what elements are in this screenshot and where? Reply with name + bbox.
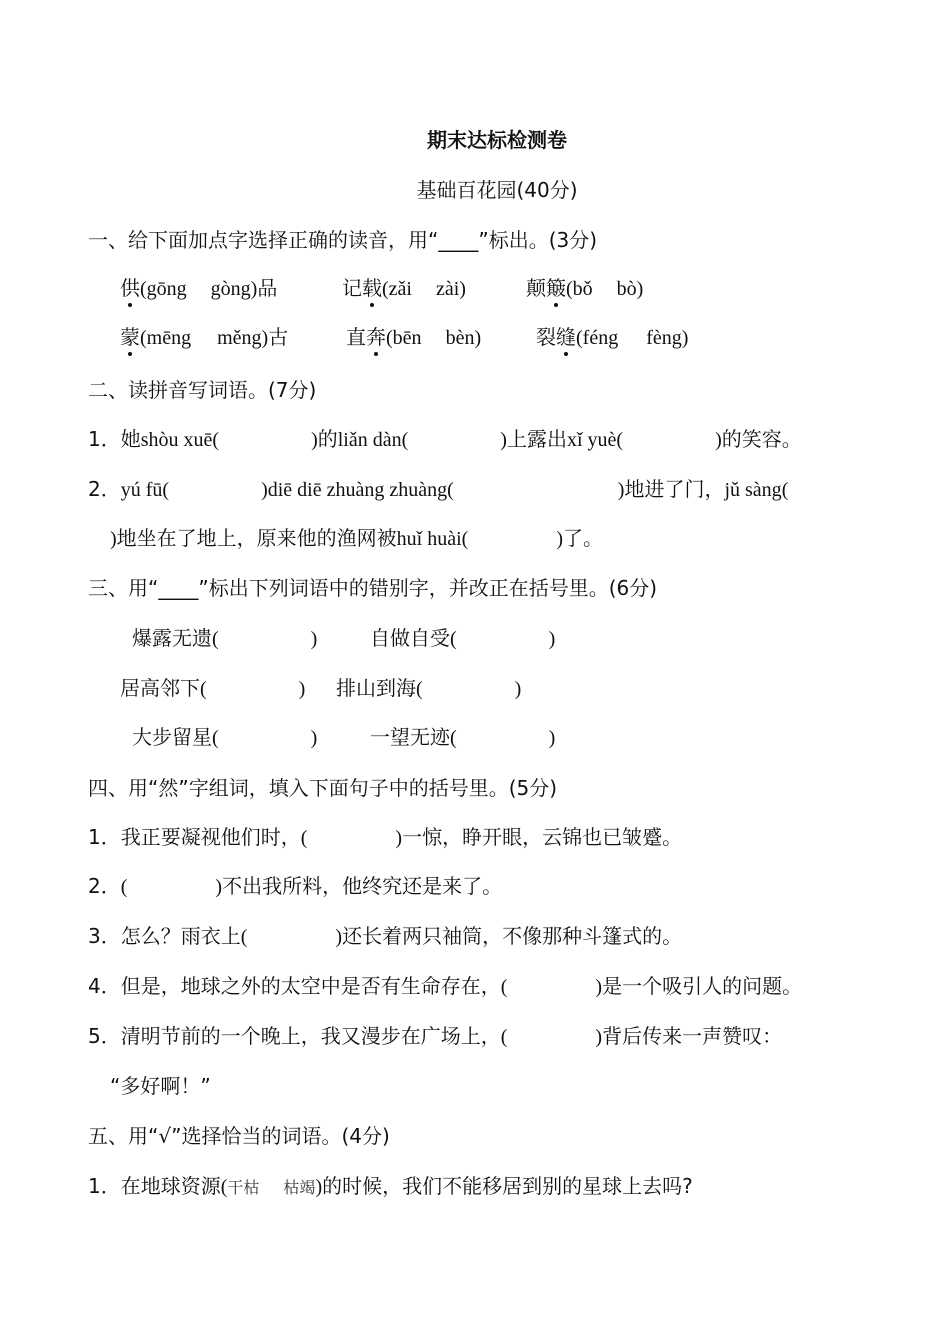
dotted-char: 奔 xyxy=(366,325,386,349)
q4-item-5-continuation: “多好啊！” xyxy=(110,1074,211,1098)
q1-item: 记载(zǎi zài) xyxy=(342,276,466,300)
q2-line-1: 1．她shòu xuē( )的liǎn dàn( )上露出xǐ yuè( )的笑容。 xyxy=(88,427,802,451)
q4-item-5: 5．清明节前的一个晚上，我又漫步在广场上，( )背后传来一声赞叹： xyxy=(88,1024,783,1048)
q5-item-1: 1．在地球资源(干枯 枯竭)的时候，我们不能移居到别的星球上去吗? xyxy=(88,1174,693,1198)
pinyin-option[interactable]: féng xyxy=(582,327,619,349)
q4-item-4: 4．但是，地球之外的太空中是否有生命存在，( )是一个吸引人的问题。 xyxy=(88,974,803,998)
pinyin-option[interactable]: zài xyxy=(435,278,460,300)
q3-heading: 三、用“____”标出下列词语中的错别字，并改正在括号里。(6分) xyxy=(88,576,658,600)
q1-item: 颠簸(bǒ bò) xyxy=(526,276,644,300)
dotted-char: 供 xyxy=(120,276,140,300)
q3-word: 排山到海( ) xyxy=(336,676,522,700)
pinyin-option[interactable]: gōng xyxy=(146,278,187,300)
q3-word: 居高邻下( ) xyxy=(120,676,306,700)
dotted-char: 载 xyxy=(362,276,382,300)
pinyin-option[interactable]: gòng xyxy=(210,278,251,300)
pinyin-option[interactable]: bèn xyxy=(445,327,475,349)
pinyin-option[interactable]: bò xyxy=(616,278,637,300)
q2-line-2: 2．yú fū( )diē diē zhuàng zhuàng( )地进了门，jǔ sàng( xyxy=(88,477,789,501)
pinyin: yú fū xyxy=(120,479,163,501)
pinyin-option[interactable]: bǒ xyxy=(572,278,593,300)
q1-item: 直奔(bēn bèn) xyxy=(346,325,482,349)
q1-item: 供(gōng gòng)品 xyxy=(120,276,278,300)
pinyin: liǎn dàn xyxy=(337,429,402,451)
q3-word: 一望无迹( ) xyxy=(370,725,556,749)
q3-word: 自做自受( ) xyxy=(370,626,556,650)
pinyin: diē diē zhuàng zhuàng xyxy=(267,479,448,501)
pinyin-option[interactable]: zǎi xyxy=(388,278,412,300)
word-option[interactable]: 干枯 xyxy=(227,1178,260,1197)
q3-word: 大步留星( ) xyxy=(132,725,318,749)
q4-item-1: 1．我正要凝视他们时，( )一惊，睁开眼，云锦也已皱蹙。 xyxy=(88,825,683,849)
section-subtitle: 基础百花园(40分) xyxy=(416,178,578,202)
pinyin: huǐ huài xyxy=(396,528,462,550)
q2-heading: 二、读拼音写词语。(7分) xyxy=(88,378,317,402)
q3-word: 爆露无遗( ) xyxy=(132,626,318,650)
q4-item-2: 2．( )不出我所料，他终究还是来了。 xyxy=(88,874,503,898)
q1-item: 蒙(mēng měng)古 xyxy=(120,325,289,349)
q2-line-3: )地坐在了地上，原来他的渔网被huǐ huài( )了。 xyxy=(110,526,604,550)
pinyin: jǔ sàng xyxy=(724,479,782,501)
q4-item-3: 3．怎么？雨衣上( )还长着两只袖筒，不像那种斗篷式的。 xyxy=(88,924,683,948)
dotted-char: 簸 xyxy=(546,276,566,300)
pinyin-option[interactable]: bēn xyxy=(392,327,422,349)
q4-heading: 四、用“然”字组词，填入下面句子中的括号里。(5分) xyxy=(88,776,558,800)
pinyin-option[interactable]: měng xyxy=(217,327,262,349)
pinyin: shòu xuē xyxy=(140,429,213,451)
pinyin-option[interactable]: fèng xyxy=(646,327,682,349)
q1-item: 裂缝(féng fèng) xyxy=(536,325,689,349)
pinyin: xǐ yuè xyxy=(566,429,617,451)
page-title: 期末达标检测卷 xyxy=(427,128,567,152)
q5-heading: 五、用“√”选择恰当的词语。(4分) xyxy=(88,1124,390,1148)
word-option[interactable]: 枯竭 xyxy=(283,1178,316,1197)
dotted-char: 缝 xyxy=(556,325,576,349)
pinyin-option[interactable]: mēng xyxy=(146,327,192,349)
q1-heading: 一、给下面加点字选择正确的读音，用“____”标出。(3分) xyxy=(88,228,598,252)
dotted-char: 蒙 xyxy=(120,325,140,349)
